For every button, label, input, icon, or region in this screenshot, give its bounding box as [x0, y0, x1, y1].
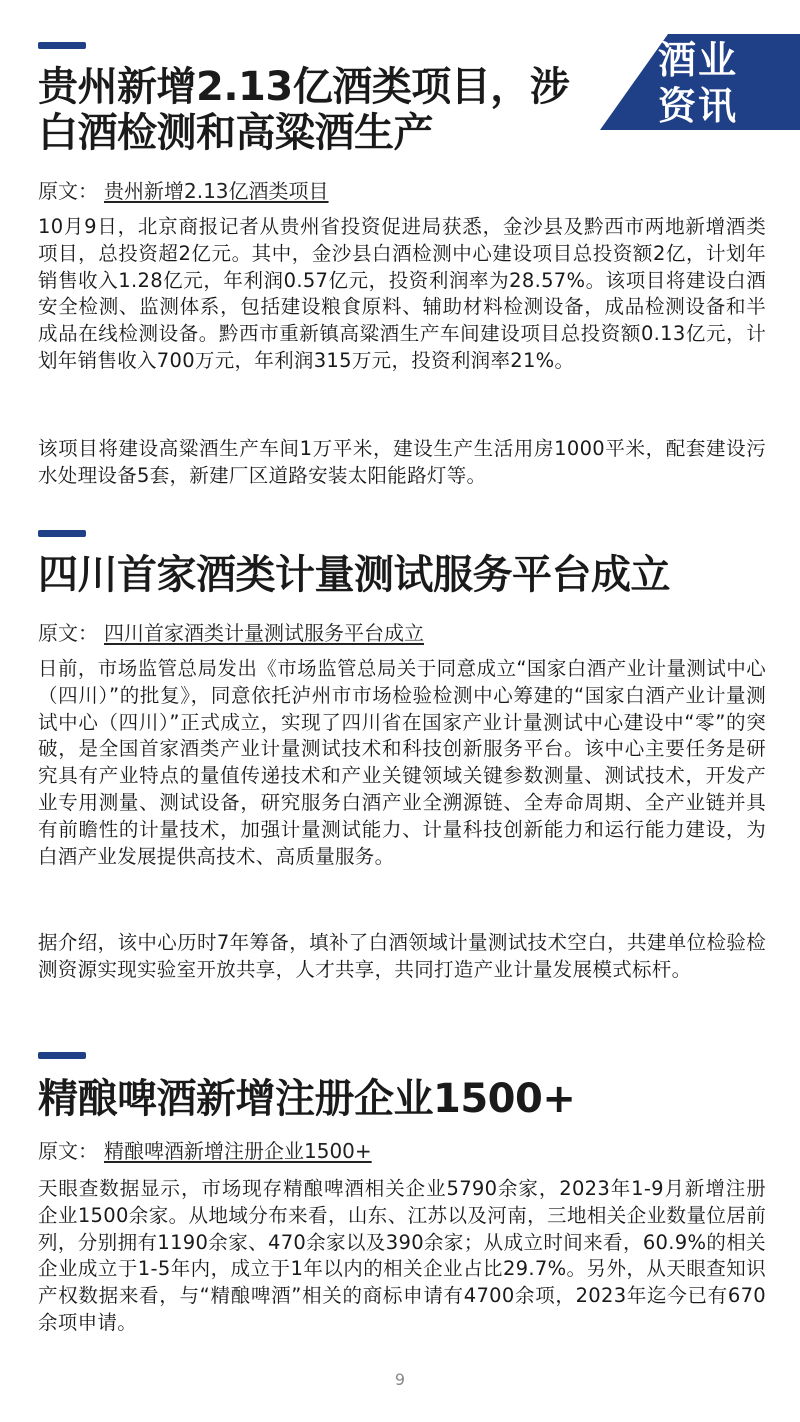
title-line-1: 贵州新增2.13亿酒类项目，涉	[38, 64, 570, 110]
article-3-title: 精酿啤酒新增注册企业1500+	[38, 1076, 576, 1122]
badge-line-2: 资讯	[657, 84, 738, 128]
source-label: 原文：	[38, 179, 98, 203]
article-1-title	[38, 64, 598, 156]
title-line-2: 白酒检测和高粱酒生产	[38, 110, 433, 156]
article-1-source	[38, 178, 329, 204]
article-3-paragraph-1: 天眼查数据显示，市场现存精酿啤酒相关企业5790余家，2023年1-9月新增注册企业1500余家。从地域分布来看，山东、江苏以及河南，三地相关企业数量位居前列，分别拥有1190余家、470余家以及390余家；从成立时间来看，60.9%的相关企业成立于1-5年内，成立于1年以内的相关企业占比29.7%。另外，从天眼查知识产权数据来看，与“精酿啤酒”相关的商标申请有4700余项，2023年迄今已有670余项申请。	[38, 1177, 766, 1334]
page-number: 9	[394, 1370, 406, 1389]
article-2-source	[38, 620, 424, 646]
source-link[interactable]: 精酿啤酒新增注册企业1500+	[104, 1139, 372, 1163]
source-link[interactable]: 四川首家酒类计量测试服务平台成立	[104, 621, 424, 645]
source-label: 原文：	[38, 1139, 98, 1163]
article-2-paragraph-1: 日前，市场监管总局发出《市场监管总局关于同意成立“国家白酒产业计量测试中心（四川）”的批复》，同意依托泸州市市场检验检测中心筹建的“国家白酒产业计量测试中心（四川）”正式成立，实现了四川省在国家产业计量测试中心建设中“零”的突破，是全国首家酒类产业计量测试技术和科技创新服务平台。该中心主要任务是研究具有产业特点的量值传递技术和产业关键领域关键参数测量、测试技术，开发产业专用测量、测试设备，研究服务白酒产业全溯源链、全寿命周期、全产业链并具有前瞻性的计量技术，加强计量测试能力、计量科技创新能力和运行能力建设，为白酒产业发展提供高技术、高质量服务。	[38, 657, 766, 868]
article-2-paragraph-2: 据介绍，该中心历时7年筹备，填补了白酒领域计量测试技术空白，共建单位检验检测资源实现实验室开放共享，人才共享，共同打造产业计量发展模式标杆。	[38, 931, 766, 981]
badge-line-1: 酒业	[657, 38, 738, 82]
section-badge	[638, 34, 758, 133]
accent-bar	[38, 530, 86, 537]
article-3-source	[38, 1138, 372, 1164]
source-label: 原文：	[38, 621, 98, 645]
accent-bar	[38, 42, 86, 49]
article-1-paragraph-1: 10月9日，北京商报记者从贵州省投资促进局获悉，金沙县及黔西市两地新增酒类项目，总投资超2亿元。其中，金沙县白酒检测中心建设项目总投资额2亿，计划年销售收入1.28亿元，年利润0.57亿元，投资利润率为28.57%。该项目将建设白酒安全检测、监测体系，包括建设粮食原料、辅助材料检测设备，成品检测设备和半成品在线检测设备。黔西市重新镇高粱酒生产车间建设项目总投资额0.13亿元，计划年销售收入700万元，年利润315万元，投资利润率21%。	[38, 215, 766, 372]
source-link[interactable]: 贵州新增2.13亿酒类项目	[104, 179, 329, 203]
accent-bar	[38, 1052, 86, 1059]
article-1-paragraph-2: 该项目将建设高粱酒生产车间1万平米，建设生产生活用房1000平米，配套建设污水处理设备5套，新建厂区道路安装太阳能路灯等。	[38, 437, 766, 487]
article-2-title: 四川首家酒类计量测试服务平台成立	[38, 552, 670, 598]
